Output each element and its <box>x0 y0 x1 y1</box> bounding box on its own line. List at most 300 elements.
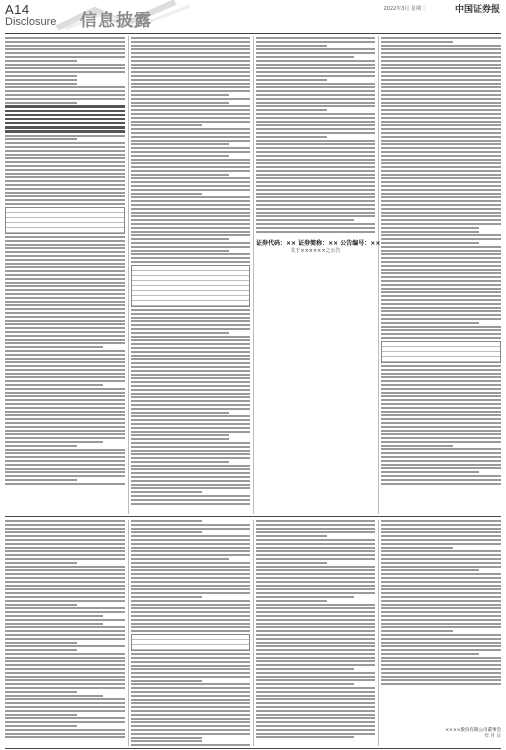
text-line <box>381 155 501 157</box>
text-line <box>381 257 501 259</box>
text-line <box>131 132 250 134</box>
text-line <box>131 48 250 50</box>
text-line <box>381 403 501 405</box>
text-line <box>5 634 125 636</box>
text-line <box>256 695 375 697</box>
text-line <box>256 626 375 628</box>
text-line <box>381 539 501 541</box>
text-line <box>5 528 125 530</box>
text-line <box>5 122 125 124</box>
text-line <box>381 407 501 409</box>
text-line <box>381 102 501 104</box>
text-line <box>381 395 501 397</box>
text-line <box>381 204 501 206</box>
text-line <box>5 114 125 116</box>
text-line <box>5 430 125 432</box>
text-line <box>131 328 250 330</box>
text-line <box>256 231 375 233</box>
text-line <box>5 203 125 205</box>
text-line <box>381 310 501 312</box>
text-line <box>5 683 125 685</box>
text-line <box>256 634 375 636</box>
text-line <box>131 234 250 236</box>
text-line <box>131 117 250 119</box>
text-line <box>131 547 250 549</box>
text-line <box>381 592 501 594</box>
text-column-4 <box>381 37 501 513</box>
text-line <box>381 337 501 339</box>
issue-date: 2022年3月 星期二 <box>383 6 426 12</box>
text-line <box>131 215 250 217</box>
text-line <box>381 37 501 39</box>
text-line <box>131 358 250 360</box>
text-line <box>381 430 501 432</box>
text-line <box>381 329 501 331</box>
text-line <box>131 140 250 142</box>
text-line <box>256 41 375 43</box>
text-line <box>5 320 125 322</box>
text-line <box>5 161 125 163</box>
text-column-1 <box>5 37 125 513</box>
text-line <box>381 380 501 382</box>
text-line <box>5 445 77 447</box>
text-line <box>5 376 125 378</box>
text-line <box>131 499 250 501</box>
text-line <box>256 585 375 587</box>
text-line <box>5 585 125 587</box>
text-line <box>131 446 250 448</box>
text-line <box>131 396 250 398</box>
text-line <box>256 37 375 39</box>
text-line <box>5 388 125 390</box>
text-line <box>131 495 250 497</box>
text-line <box>256 196 375 198</box>
text-line <box>256 109 327 111</box>
text-line <box>381 71 501 73</box>
text-line <box>131 524 250 526</box>
text-line <box>381 554 501 556</box>
text-line <box>131 491 202 493</box>
text-line <box>256 619 375 621</box>
text-line <box>131 615 250 617</box>
data-table <box>381 341 501 363</box>
text-line <box>131 389 250 391</box>
text-line <box>131 67 250 69</box>
text-line <box>381 676 501 678</box>
text-line <box>131 102 229 104</box>
text-line <box>256 227 375 229</box>
text-line <box>256 71 375 73</box>
text-line <box>256 79 327 81</box>
text-line <box>131 155 229 157</box>
text-line <box>381 524 501 526</box>
text-line <box>256 132 375 134</box>
text-line <box>131 261 250 263</box>
text-line <box>131 623 250 625</box>
column-divider <box>378 36 379 514</box>
text-line <box>5 240 125 242</box>
text-line <box>381 94 501 96</box>
text-line <box>381 657 501 659</box>
text-line <box>5 531 125 533</box>
text-line <box>5 192 125 194</box>
text-line <box>131 539 250 541</box>
text-line <box>131 83 250 85</box>
text-line <box>256 60 375 62</box>
text-line <box>381 56 501 58</box>
text-line <box>131 721 250 723</box>
text-line <box>256 177 375 179</box>
text-line <box>131 94 229 96</box>
text-line <box>5 266 125 268</box>
data-table <box>131 265 250 307</box>
text-line <box>256 143 375 145</box>
text-line <box>131 313 250 315</box>
text-line <box>5 289 125 291</box>
text-line <box>131 257 250 259</box>
text-line <box>5 392 125 394</box>
text-line <box>381 52 501 54</box>
text-line <box>131 450 250 452</box>
text-line <box>381 272 501 274</box>
text-line <box>131 588 250 590</box>
text-line <box>131 484 250 486</box>
text-line <box>381 196 501 198</box>
text-line <box>381 642 501 644</box>
text-line <box>5 118 125 120</box>
text-line <box>381 86 501 88</box>
text-line <box>381 60 501 62</box>
text-line <box>131 377 250 379</box>
text-line <box>5 702 125 704</box>
page-number: A14 <box>5 2 30 17</box>
text-line <box>381 269 501 271</box>
text-line <box>381 566 501 568</box>
text-line <box>381 41 453 43</box>
text-line <box>5 369 125 371</box>
text-line <box>5 37 125 39</box>
text-line <box>5 456 125 458</box>
text-line <box>5 615 103 617</box>
text-line <box>5 573 125 575</box>
text-line <box>256 569 375 571</box>
text-line <box>256 539 375 541</box>
text-line <box>381 626 501 628</box>
text-line <box>131 672 250 674</box>
text-line <box>381 668 501 670</box>
text-line <box>381 45 501 47</box>
text-line <box>131 427 250 429</box>
text-line <box>5 691 77 693</box>
text-line <box>131 596 202 598</box>
text-line <box>256 550 375 552</box>
text-line <box>131 332 229 334</box>
text-line <box>5 607 125 609</box>
text-line <box>131 246 250 248</box>
text-line <box>381 520 501 522</box>
text-line <box>256 566 375 568</box>
text-line <box>381 456 501 458</box>
text-line <box>131 45 250 47</box>
text-line <box>131 528 250 530</box>
text-line <box>5 729 125 731</box>
text-line <box>131 324 250 326</box>
footer-rule <box>5 748 501 749</box>
text-line <box>131 242 250 244</box>
text-line <box>381 411 501 413</box>
text-line <box>256 56 354 58</box>
text-line <box>131 370 250 372</box>
text-line <box>5 259 125 261</box>
text-line <box>131 472 250 474</box>
text-line <box>5 649 77 651</box>
signature-block <box>381 728 501 740</box>
text-line <box>131 661 250 663</box>
text-line <box>381 562 501 564</box>
announcement-header <box>256 240 381 255</box>
text-line <box>5 195 125 197</box>
text-line <box>5 339 125 341</box>
text-line <box>131 238 229 240</box>
text-line <box>131 196 250 198</box>
text-line <box>381 569 479 571</box>
text-line <box>381 531 501 533</box>
text-line <box>381 547 453 549</box>
text-line <box>131 56 250 58</box>
text-line <box>256 535 327 537</box>
text-line <box>381 649 501 651</box>
text-line <box>131 250 229 252</box>
text-line <box>381 288 501 290</box>
signature-date: 年 月 日 <box>484 734 501 739</box>
text-line <box>5 154 125 156</box>
text-line <box>381 303 501 305</box>
text-line <box>5 566 125 568</box>
text-line <box>131 219 250 221</box>
text-line <box>381 388 501 390</box>
text-line <box>131 404 250 406</box>
text-line <box>256 660 375 662</box>
text-line <box>131 408 250 410</box>
text-line <box>381 174 501 176</box>
text-line <box>381 136 501 138</box>
text-line <box>5 173 125 175</box>
text-line <box>381 75 501 77</box>
text-line <box>5 554 125 556</box>
text-column-2 <box>131 37 250 513</box>
text-line <box>5 733 125 735</box>
text-line <box>131 177 250 179</box>
text-line <box>381 109 501 111</box>
text-line <box>131 381 250 383</box>
text-line <box>256 672 375 674</box>
text-line <box>256 113 375 115</box>
text-line <box>5 48 125 50</box>
text-line <box>5 437 125 439</box>
text-line <box>381 162 501 164</box>
text-line <box>131 121 250 123</box>
text-line <box>381 234 501 236</box>
text-line <box>256 649 375 651</box>
text-line <box>5 395 125 397</box>
text-line <box>381 219 501 221</box>
text-line <box>381 246 501 248</box>
text-line <box>5 471 125 473</box>
text-line <box>381 683 501 685</box>
text-line <box>381 448 501 450</box>
text-line <box>381 83 501 85</box>
text-line <box>131 204 250 206</box>
text-line <box>131 476 250 478</box>
text-line <box>256 702 375 704</box>
text-line <box>5 323 125 325</box>
text-line <box>5 45 125 47</box>
text-line <box>131 714 250 716</box>
text-line <box>131 676 250 678</box>
text-line <box>131 699 250 701</box>
text-line <box>256 679 375 681</box>
text-line <box>256 162 375 164</box>
text-line <box>381 299 501 301</box>
text-line <box>5 60 77 62</box>
text-line <box>131 687 250 689</box>
text-line <box>381 392 501 394</box>
text-line <box>131 461 229 463</box>
text-line <box>131 193 202 195</box>
announcement-title: 证券代码：×× 证券简称：×× 公告编号：×× <box>256 240 381 247</box>
text-line <box>381 479 501 481</box>
text-line <box>5 449 125 451</box>
text-line <box>256 215 375 217</box>
text-line <box>381 543 501 545</box>
text-line <box>256 642 375 644</box>
text-line <box>131 415 250 417</box>
announcement-subtitle: 关于××××××之公告 <box>290 248 341 254</box>
text-line <box>381 280 501 282</box>
text-line <box>381 177 501 179</box>
text-line <box>381 664 501 666</box>
text-line <box>381 426 501 428</box>
text-line <box>131 52 250 54</box>
text-line <box>256 223 375 225</box>
text-line <box>256 166 375 168</box>
text-line <box>131 170 250 172</box>
text-line <box>381 600 501 602</box>
text-line <box>5 270 125 272</box>
text-line <box>381 181 501 183</box>
text-line <box>5 342 125 344</box>
text-line <box>131 105 250 107</box>
text-line <box>5 535 125 537</box>
text-line <box>381 67 501 69</box>
text-line <box>131 550 250 552</box>
text-line <box>5 293 125 295</box>
text-line <box>131 151 250 153</box>
text-line <box>256 151 375 153</box>
text-line <box>131 86 250 88</box>
text-line <box>5 483 125 485</box>
text-line <box>131 181 250 183</box>
text-line <box>381 634 501 636</box>
text-line <box>381 143 501 145</box>
text-line <box>5 102 77 104</box>
text-line <box>5 373 125 375</box>
text-line <box>5 199 125 201</box>
text-line <box>131 75 250 77</box>
text-line <box>256 124 375 126</box>
text-line <box>131 691 250 693</box>
text-line <box>256 48 375 50</box>
text-line <box>131 487 250 489</box>
text-line <box>256 102 375 104</box>
text-line <box>381 581 501 583</box>
text-line <box>256 136 327 138</box>
text-line <box>256 706 375 708</box>
text-line <box>381 660 501 662</box>
text-line <box>131 351 250 353</box>
text-line <box>5 475 125 477</box>
column-divider <box>128 520 129 746</box>
text-line <box>5 642 77 644</box>
text-line <box>5 236 125 238</box>
text-line <box>381 672 501 674</box>
column-divider <box>253 520 254 746</box>
text-line <box>381 577 501 579</box>
text-line <box>5 441 103 443</box>
table-row <box>6 228 124 233</box>
text-line <box>381 223 501 225</box>
text-line <box>131 600 250 602</box>
text-line <box>256 668 354 670</box>
text-line <box>381 265 501 267</box>
text-line <box>381 124 501 126</box>
text-column-7 <box>256 520 375 746</box>
text-line <box>256 600 327 602</box>
text-line <box>256 200 375 202</box>
text-line <box>381 369 501 371</box>
text-line <box>131 535 250 537</box>
text-line <box>5 94 125 96</box>
text-line <box>5 52 125 54</box>
text-line <box>5 619 125 621</box>
text-line <box>131 585 250 587</box>
text-line <box>5 433 125 435</box>
text-line <box>381 464 501 466</box>
text-line <box>256 604 375 606</box>
column-divider <box>128 36 129 514</box>
text-line <box>256 683 354 685</box>
text-line <box>5 146 125 148</box>
text-line <box>5 657 125 659</box>
text-line <box>256 204 375 206</box>
text-line <box>256 117 375 119</box>
text-line <box>5 282 125 284</box>
text-line <box>131 718 250 720</box>
text-line <box>381 376 501 378</box>
data-table <box>131 634 250 651</box>
text-line <box>131 611 250 613</box>
text-line <box>131 385 250 387</box>
text-line <box>256 94 375 96</box>
text-line <box>131 438 229 440</box>
text-line <box>256 189 375 191</box>
text-line <box>131 343 250 345</box>
text-line <box>381 140 501 142</box>
text-line <box>131 366 250 368</box>
text-line <box>5 600 125 602</box>
text-line <box>381 611 501 613</box>
text-line <box>5 138 77 140</box>
